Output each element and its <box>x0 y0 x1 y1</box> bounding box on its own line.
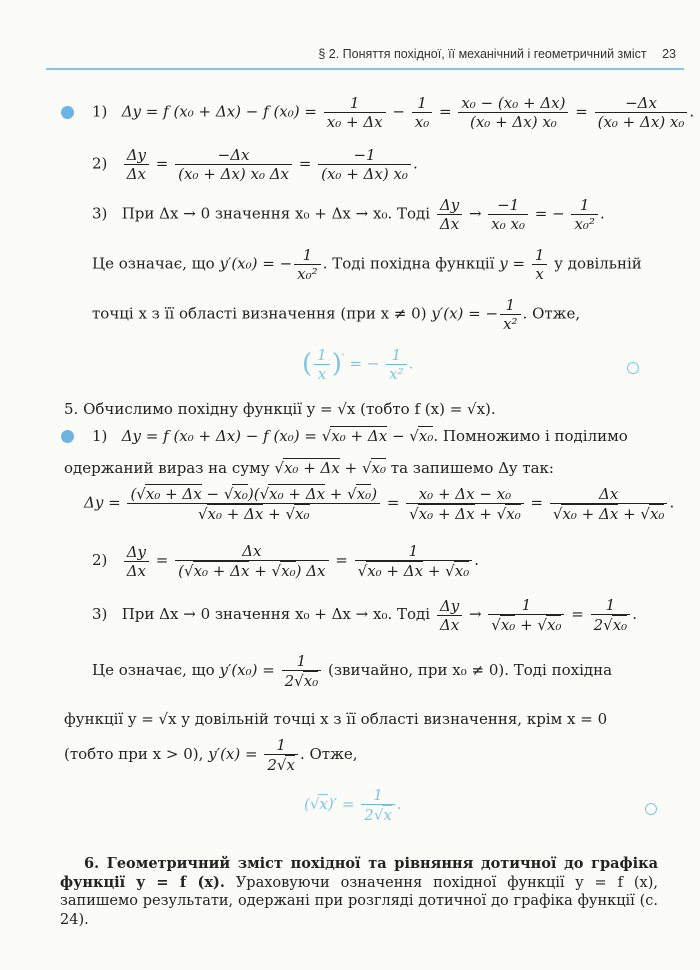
formula: $\frac{1}{\text{√x₀ + √x₀}}$ <box>488 596 564 634</box>
step-2-line: 2) $\frac{\Delta y}{\Delta x}$ = $\frac{\Delta x}{\text{(√x₀ + Δx + √x₀) Δx}}$ = $\frac{1}{\text{√x₀ + Δx + √x₀}}$ . <box>92 542 479 580</box>
conclusion-line-1: Це означає, що y′(x₀) = $\frac{1}{\text{2√x₀}}$ (звичайно, при x₀ ≠ 0). Тоді похідна <box>92 652 613 690</box>
step-1-line-2: одержаний вираз на суму √x₀ + Δx + √x₀ та запишемо Δy так: <box>64 459 554 477</box>
header-title: § 2. Поняття похідної, її механічний і геометричний зміст <box>318 47 647 61</box>
formula: $\frac{\Delta y}{\Delta x}$ <box>124 146 149 183</box>
formula: $\frac{1}{\text{2√x₀}}$ <box>282 652 322 690</box>
conclusion-line-1: Це означає, що y′(x₀) = − $\frac{1}{\text{x₀²}}$ . Тоді похідна функції y = $\frac{1}{x}$ у довільній <box>92 246 642 283</box>
section-6-paragraph <box>60 855 658 929</box>
formula: $\frac{1}{x}$ <box>532 246 548 283</box>
step-1-line: 1) Δy = f (x₀ + Δx) − f (x₀) = √x₀ + Δx − √x₀. Помножимо і поділимо <box>92 427 628 445</box>
formula: $\frac{1}{\text{x²}}$ <box>386 346 406 383</box>
step-3-text: При Δx → 0 значення x₀ + Δx → x₀. Тоді <box>121 204 431 223</box>
formula: $\frac{\Delta y}{\Delta x}$ <box>437 196 462 233</box>
conclusion-line-2: функції y = √x у довільній точці x з її області визначення, крім x = 0 <box>64 710 608 728</box>
formula: $\frac{\Delta x}{\text{(√x₀ + Δx + √x₀) Δx}}$ <box>175 542 328 580</box>
step-2-line: 2) $\frac{\Delta y}{\Delta x}$ = $\frac{-\Delta x}{\text{(x₀ + Δx) x₀ Δx}}$ = $\frac{-1}{\text{(x₀ + Δx) x₀}}$ . <box>92 146 418 183</box>
page-number: 23 <box>662 47 676 61</box>
formula: $\frac{\Delta y}{\Delta x}$ <box>124 543 149 580</box>
formula: $\frac{1}{\text{x₀}}$ <box>412 94 432 131</box>
section-6-text: Ураховуючи означення похідної функції y = f (x), запишемо результати, одержані при розгляді дотичної до графіка функції (с. 24). <box>60 874 659 928</box>
example-5-intro: 5. Обчислимо похідну функції y = √x (тобто f (x) = √x). <box>64 400 496 418</box>
formula: $\frac{1}{2√x}$ <box>264 736 298 774</box>
formula: $\frac{\Delta y}{\Delta x}$ <box>437 597 462 634</box>
step-3-line: 3) При Δx → 0 значення x₀ + Δx → x₀. Тоді $\frac{\Delta y}{\Delta x}$ → $\frac{-1}{\text{x₀ x₀}}$ = − $\frac{1}{\text{x₀²}}$ . <box>92 196 605 233</box>
solution-start-marker <box>61 106 74 119</box>
formula: $\frac{\Delta x}{\text{√x₀ + Δx + √x₀}}$ <box>550 485 668 523</box>
formula: $\frac{1}{\text{x₀ + Δx}}$ <box>324 94 386 131</box>
formula: $\frac{-\Delta x}{\text{(x₀ + Δx) x₀ Δx}}$ <box>175 146 292 183</box>
formula: $\frac{-1}{\text{(x₀ + Δx) x₀}}$ <box>318 146 411 183</box>
step-3-line: 3) При Δx → 0 значення x₀ + Δx → x₀. Тоді $\frac{\Delta y}{\Delta x}$ → $\frac{1}{\text{√x₀ + √x₀}}$ = $\frac{1}{\text{2√x₀}}$ . <box>92 596 637 634</box>
formula: $\frac{1}{\text{x₀²}}$ <box>571 196 598 233</box>
conclusion-line-2: точці x з її області визначення (при x ≠ 0) y′(x) = − $\frac{1}{\text{x²}}$ . Отже, <box>92 296 581 333</box>
formula: $\frac{1}{\text{√x₀ + Δx + √x₀}}$ <box>355 542 473 580</box>
solution-end-marker <box>645 803 657 815</box>
formula: $\frac{\text{(√x₀ + Δx − √x₀)(√x₀ + Δx + √x₀)}}{\text{√x₀ + Δx + √x₀}}$ <box>127 484 380 523</box>
section-6-heading: 6. Геометричний зміст похідної та рівняння дотичної до графіка функції y = f (x). <box>60 855 658 891</box>
header-rule <box>46 68 684 70</box>
formula: $\frac{1}{x}$ <box>314 346 330 383</box>
highlighted-result: ( $\frac{1}{x}$ )′ = − $\frac{1}{\text{x²}}$ . <box>302 346 414 383</box>
conclusion-line-3: (тобто при x > 0), y′(x) = $\frac{1}{2√x}$ . Отже, <box>64 736 358 774</box>
formula: $\frac{1}{\text{x₀²}}$ <box>294 246 321 283</box>
formula: $\frac{1}{\text{2√x₀}}$ <box>591 596 631 634</box>
formula: $\frac{\text{x₀ − (x₀ + Δx)}}{\text{(x₀ + Δx) x₀}}$ <box>458 94 568 131</box>
formula: $\frac{-1}{\text{x₀ x₀}}$ <box>488 196 528 233</box>
step-1-formula: Δy = $\frac{\text{(√x₀ + Δx − √x₀)(√x₀ + Δx + √x₀)}}{\text{√x₀ + Δx + √x₀}}$ = $\frac{\text{x₀ + Δx − x₀}}{\text{√x₀ + Δx + √x₀}}$ = $\frac{\Delta x}{\text{√x₀ + Δx + √x₀}}$ . <box>84 484 675 523</box>
formula: $\frac{\text{x₀ + Δx − x₀}}{\text{√x₀ + Δx + √x₀}}$ <box>406 485 524 523</box>
solution-start-marker <box>61 430 74 443</box>
formula: $\frac{1}{\text{x²}}$ <box>500 296 520 333</box>
highlighted-result: (√x)′ = $\frac{1}{2√x}$ . <box>304 786 402 824</box>
solution-end-marker <box>627 362 639 374</box>
step-1-lhs: Δy = f (x₀ + Δx) − f (x₀) = <box>121 102 317 121</box>
running-header <box>318 47 676 61</box>
step-1-line: 1) Δy = f (x₀ + Δx) − f (x₀) = $\frac{1}{\text{x₀ + Δx}}$ − $\frac{1}{\text{x₀}}$ = $\frac{\text{x₀ − (x₀ + Δx)}}{\text{(x₀ + Δx) x₀}}$ = $\frac{-\Delta x}{\text{(x₀ + Δx) x₀}}$ . <box>92 94 695 131</box>
formula: $\frac{-\Delta x}{\text{(x₀ + Δx) x₀}}$ <box>595 94 688 131</box>
formula: $\frac{1}{2√x}$ <box>361 786 395 824</box>
